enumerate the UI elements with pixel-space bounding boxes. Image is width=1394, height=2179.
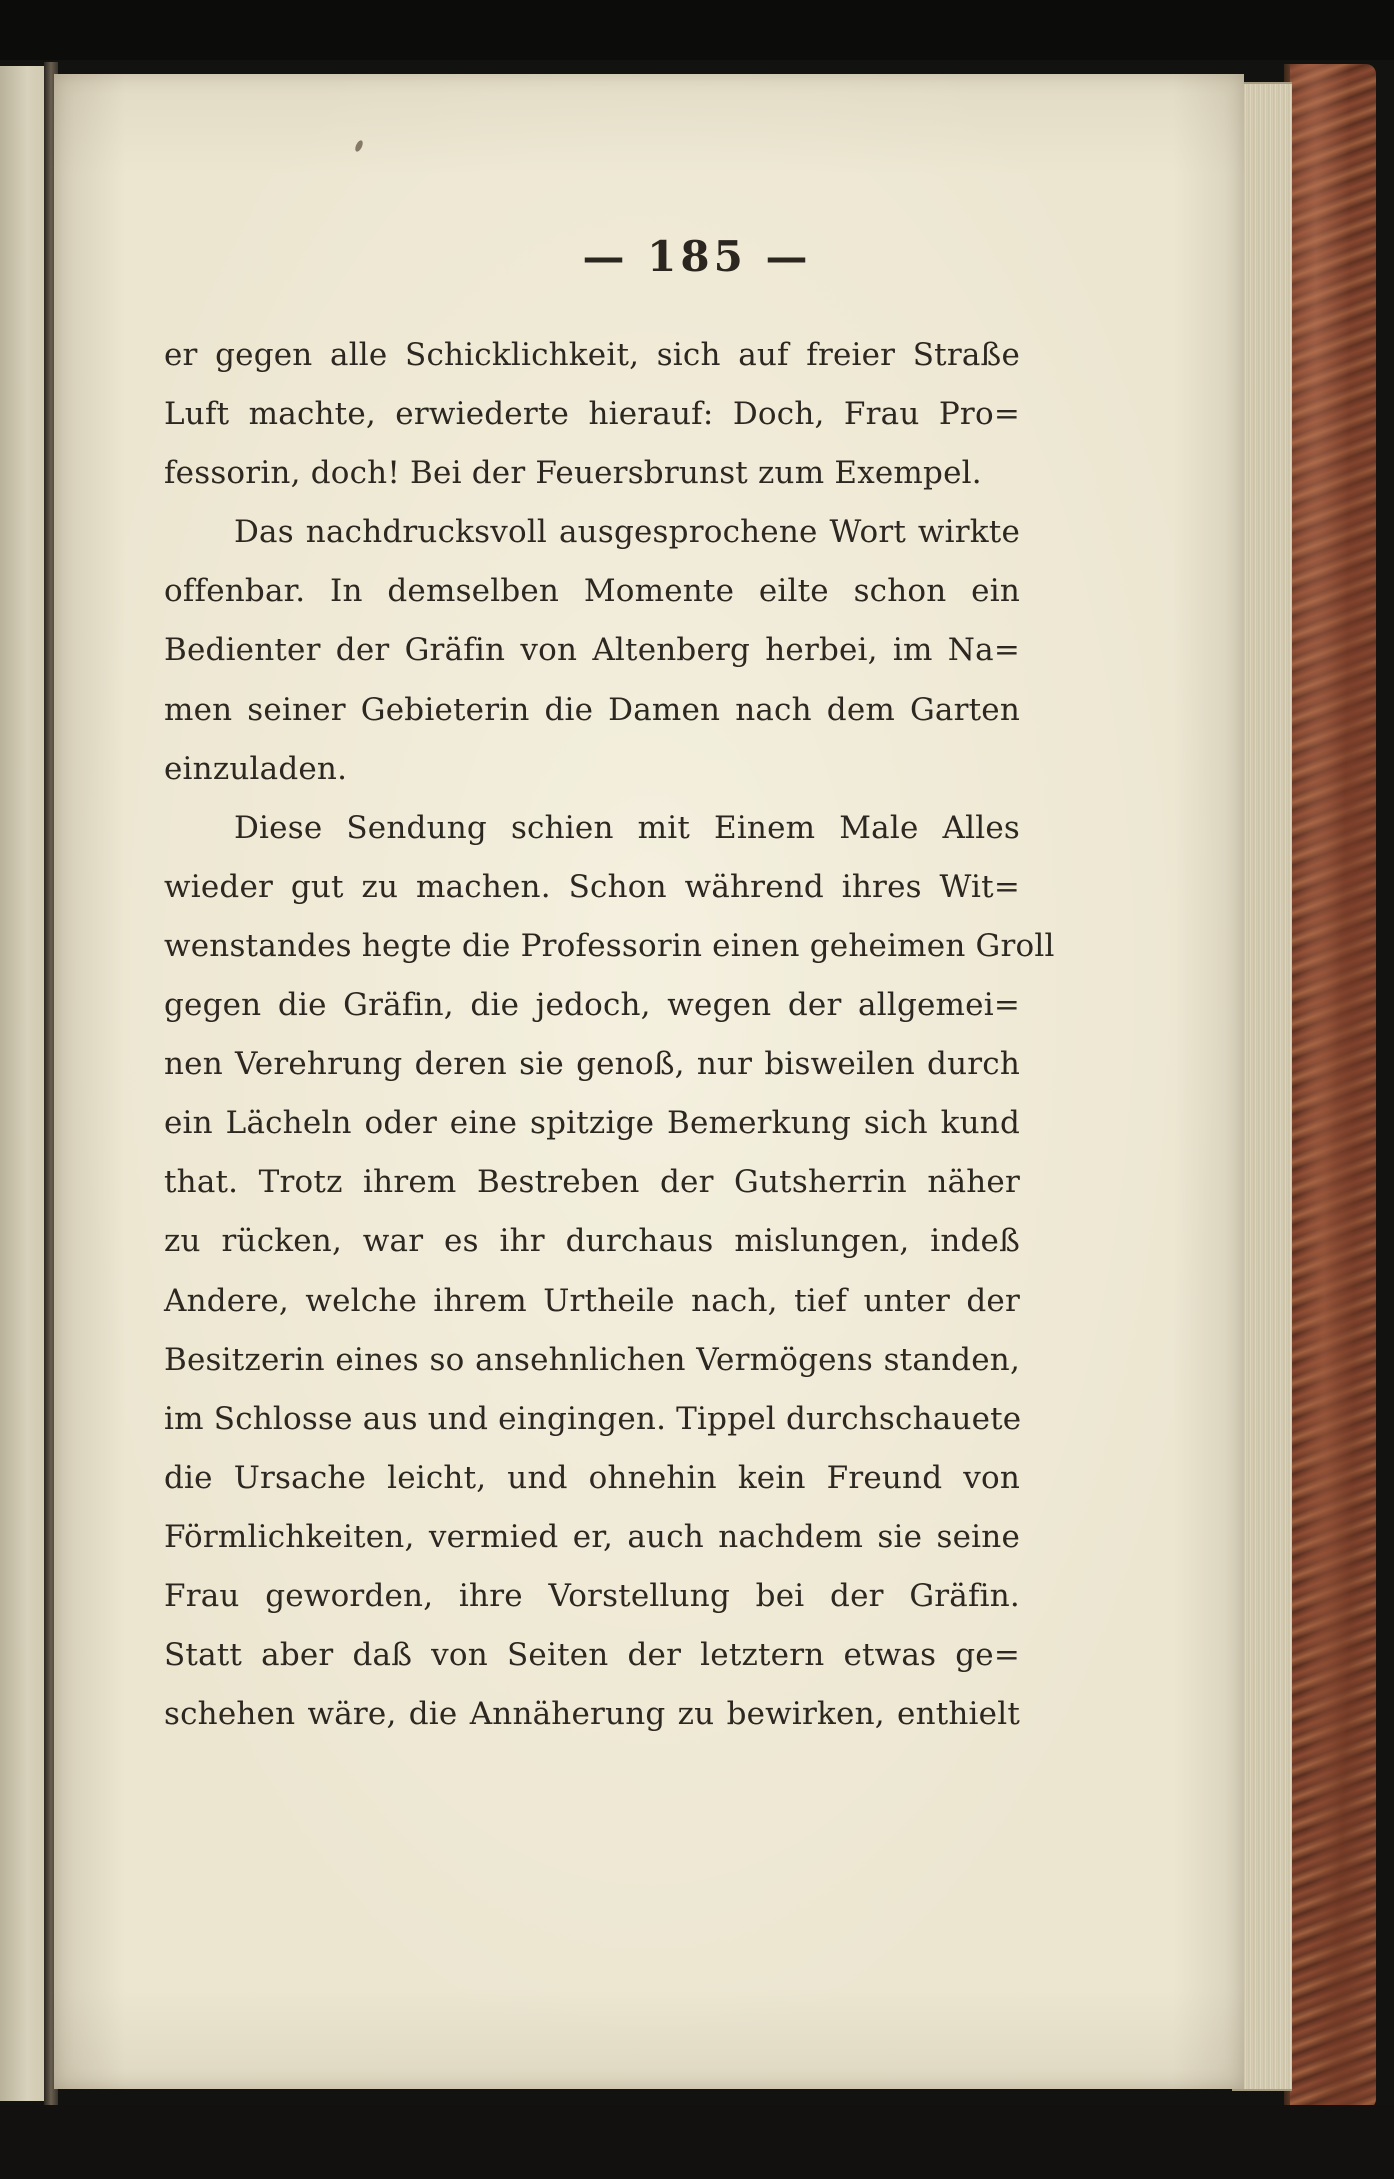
text-line: die Ursache leicht, und ohnehin kein Freund von [164,1459,1020,1496]
marbled-cover [1290,64,1376,2109]
text-line: nen Verehrung deren sie genoß, nur bisweilen durch [164,1046,1020,1083]
text-line: im Schlosse aus und eingingen. Tippel durchschauete [164,1400,1022,1437]
dark-background-bottom [0,2105,1394,2179]
text-line: Bedienter der Gräfin von Altenberg herbei, im Na= [164,632,1020,669]
text-line: wenstandes hegte die Professorin einen geheimen Groll [164,927,1055,964]
text-line: ein Lächeln oder eine spitzige Bemerkung sich kund [164,1105,1020,1142]
text-line: zu rücken, war es ihr durchaus mislungen, indeß [164,1223,1020,1260]
text-line: Frau geworden, ihre Vorstellung bei der Gräfin. [164,1577,1020,1614]
text-line: Diese Sendung schien mit Einem Male Alles [234,809,1020,846]
text-line: that. Trotz ihrem Bestreben der Gutsherrin näher [164,1164,1020,1201]
text-line: wieder gut zu machen. Schon während ihres Wit= [164,868,1020,905]
text-line: fessorin, doch! Bei der Feuersbrunst zum Exempel. [164,455,982,492]
text-line: er gegen alle Schicklichkeit, sich auf freier Straße [164,337,1020,373]
ink-speck [354,139,365,152]
text-line: Förmlichkeiten, vermied er, auch nachdem sie seine [164,1518,1020,1555]
text-line: Statt aber daß von Seiten der letztern etwas ge= [164,1637,1020,1674]
text-line: men seiner Gebieterin die Damen nach dem Garten [164,691,1020,728]
text-line: Andere, welche ihrem Urtheile nach, tief unter der [164,1282,1020,1319]
facing-page-edge [0,66,50,2101]
dark-background [0,0,1394,60]
text-line: offenbar. In demselben Momente eilte schon ein [164,573,1020,610]
text-line: schehen wäre, die Annäherung zu bewirken, enthielt [164,1696,1020,1733]
body-text [164,326,1055,1744]
text-line: Luft machte, erwiederte hierauf: Doch, Frau Pro= [164,396,1020,433]
text-line: einzuladen. [164,750,348,787]
text-line: Besitzerin eines so ansehnlichen Vermögens standen, [164,1341,1020,1378]
text-line: Das nachdrucksvoll ausgesprochene Wort wirkte [234,514,1020,551]
page-number: — 185 — [582,232,812,281]
text-line: gegen die Gräfin, die jedoch, wegen der allgemei= [164,987,1020,1024]
